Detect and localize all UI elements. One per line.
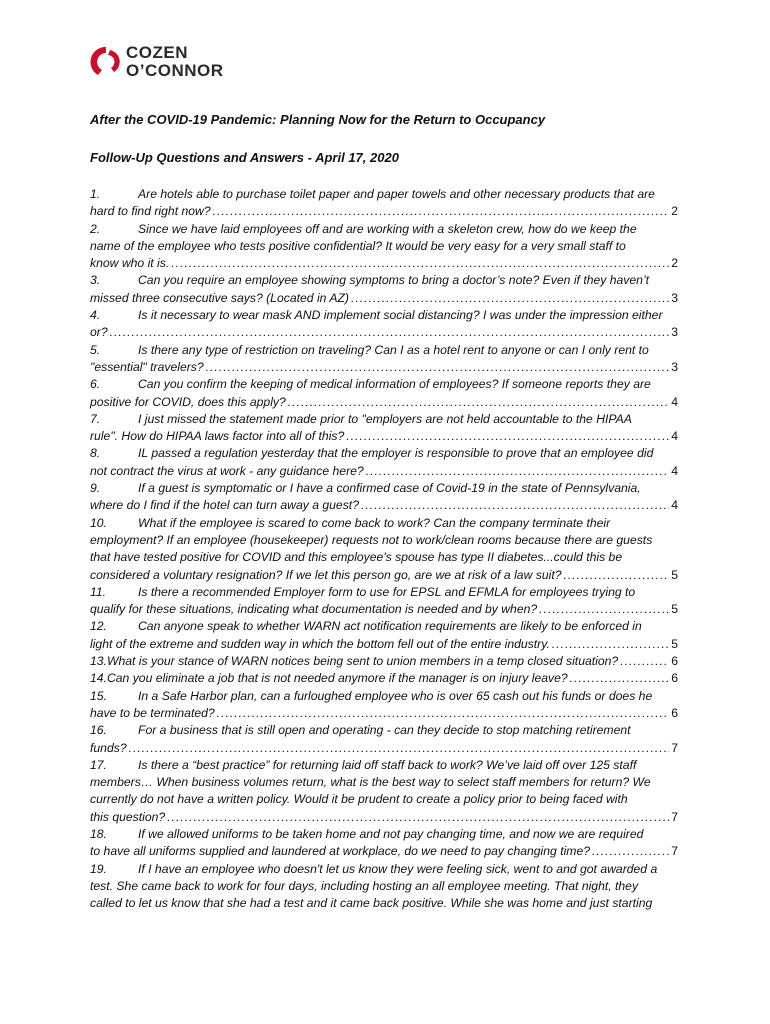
toc-page-number: 6	[671, 705, 678, 720]
logo-line-1: COZEN	[126, 43, 188, 62]
toc-page-number: 7	[671, 809, 678, 824]
toc-entry[interactable]	[90, 272, 678, 307]
toc-number: 4.	[90, 308, 101, 323]
toc-line-text: Can anyone speak to whether WARN act notification requirements are likely to be enforced in	[138, 619, 642, 634]
toc-line	[90, 463, 678, 480]
toc-leader-dots	[564, 567, 670, 584]
toc-page-number: 7	[671, 844, 678, 859]
toc-line	[90, 705, 678, 722]
logo-wordmark	[126, 44, 224, 80]
toc-leader-dots	[592, 843, 669, 860]
toc-line	[90, 515, 678, 532]
toc-entry[interactable]	[90, 861, 678, 913]
toc-leader-dots	[171, 255, 669, 272]
document-subtitle: Follow-Up Questions and Answers - April 17, 2020	[90, 150, 399, 165]
toc-number: 14.	[90, 671, 107, 686]
toc-line-text: funds?	[90, 740, 127, 755]
toc-entry[interactable]	[90, 653, 678, 670]
toc-line	[90, 480, 678, 497]
toc-line-text: If a guest is symptomatic or I have a confirmed case of Covid-19 in the state of Pennsylvania,	[138, 481, 641, 496]
toc-page-number: 6	[671, 671, 678, 686]
toc-line	[90, 740, 678, 757]
toc-entry[interactable]	[90, 584, 678, 619]
toc-line	[90, 861, 678, 878]
toc-entry[interactable]	[90, 411, 678, 446]
toc-line-text: IL passed a regulation yesterday that the employer is responsible to prove that an employee did	[138, 446, 654, 461]
toc-line-text: hard to find right now?	[90, 204, 211, 219]
toc-line-text: considered a voluntary resignation? If we let this person go, are we at risk of a law suit?	[90, 567, 562, 582]
toc-number: 5.	[90, 342, 101, 357]
toc-number: 8.	[90, 446, 101, 461]
toc-line-text: Can you confirm the keeping of medical information of employees? If someone reports they are	[138, 377, 651, 392]
toc-line-text: I just missed the statement made prior to "employers are not held accountable to the HIPAA	[138, 411, 632, 426]
toc-page-number: 7	[671, 740, 678, 755]
toc-entry[interactable]	[90, 618, 678, 653]
toc-leader-dots	[570, 670, 670, 687]
toc-line	[90, 445, 678, 462]
toc-leader-dots	[351, 290, 669, 307]
toc-line-text: For a business that is still open and operating - can they decide to stop matching retirement	[138, 723, 631, 738]
toc-line-text: positive for COVID, does this apply?	[90, 394, 286, 409]
toc-page-number: 5	[671, 567, 678, 582]
toc-line	[90, 532, 678, 549]
toc-line-text: What is your stance of WARN notices being sent to union members in a temp closed situation?	[106, 654, 619, 669]
toc-line-text: name of the employee who tests positive confidential? It would be very easy for a very small staff to	[90, 238, 626, 253]
toc-line	[90, 411, 678, 428]
toc-leader-dots	[110, 324, 670, 341]
toc-line-text: or?	[90, 325, 108, 340]
toc-line-text: where do I find if the hotel can turn away a guest?	[90, 498, 359, 513]
toc-line-text: qualify for these situations, indicating what documentation is needed and by when?	[90, 602, 538, 617]
toc-line	[90, 895, 678, 912]
toc-entry[interactable]	[90, 221, 678, 273]
toc-number: 3.	[90, 273, 101, 288]
toc-line	[90, 670, 678, 687]
toc-line-text: have to be terminated?	[90, 705, 215, 720]
toc-page-number: 4	[671, 429, 678, 444]
toc-line	[90, 688, 678, 705]
document-title: After the COVID-19 Pandemic: Planning Now for the Return to Occupancy	[90, 112, 546, 127]
toc-page-number: 4	[671, 463, 678, 478]
toc-line-text: employment? If an employee (housekeeper) requests not to work/clean rooms because there are guests	[90, 532, 653, 547]
toc-line-text: rule". How do HIPAA laws factor into all of this?	[90, 429, 345, 444]
toc-line	[90, 774, 678, 791]
toc-page-number: 2	[671, 256, 678, 271]
toc-page-number: 3	[671, 359, 678, 374]
toc-line	[90, 826, 678, 843]
toc-line-text: In a Safe Harbor plan, can a furloughed employee who is over 65 cash out his funds or does he	[138, 688, 653, 703]
toc-line-text: Can you require an employee showing symptoms to bring a doctor’s note? Even if they haven’t	[138, 273, 650, 288]
logo-mark-icon	[90, 44, 122, 82]
toc-line-text: to have all uniforms supplied and laundered at workplace, do we need to pay changing time?	[90, 844, 591, 859]
toc-entry[interactable]	[90, 376, 678, 411]
toc-line	[90, 238, 678, 255]
toc-entry[interactable]	[90, 515, 678, 584]
toc-number: 16.	[90, 723, 107, 738]
toc-number: 13.	[90, 654, 107, 669]
toc-line-text: missed three consecutive says? (Located in AZ)	[90, 290, 349, 305]
toc-page-number: 4	[671, 498, 678, 513]
toc-entry[interactable]	[90, 186, 678, 221]
table-of-contents	[90, 186, 678, 912]
toc-leader-dots	[213, 203, 670, 220]
toc-line-text: not contract the virus at work - any guidance here?	[90, 463, 364, 478]
toc-number: 11.	[90, 584, 107, 599]
toc-entry[interactable]	[90, 688, 678, 723]
toc-line	[90, 757, 678, 774]
company-logo	[90, 44, 240, 84]
toc-line-text: Is there a recommended Employer form to use for EPSL and EFMLA for employees trying to	[138, 584, 636, 599]
toc-leader-dots	[366, 463, 670, 480]
toc-line	[90, 636, 678, 653]
toc-page-number: 2	[671, 204, 678, 219]
toc-leader-dots	[129, 740, 670, 757]
toc-line	[90, 394, 678, 411]
toc-page-number: 3	[671, 290, 678, 305]
toc-line	[90, 324, 678, 341]
toc-number: 9.	[90, 481, 101, 496]
toc-leader-dots	[346, 428, 669, 445]
toc-line-text: this question?	[90, 809, 166, 824]
toc-line-text: called to let us know that she had a test and it came back positive. While she was home and just starting	[90, 896, 653, 911]
toc-line	[90, 549, 678, 566]
toc-line-text: that have tested positive for COVID and this employee's spouse has type II diabetes...could this be	[90, 550, 623, 565]
toc-line-text: Can you eliminate a job that is not needed anymore if the manager is on injury leave?	[106, 671, 568, 686]
toc-number: 12.	[90, 619, 107, 634]
toc-line-text: "essential" travelers?	[90, 359, 204, 374]
toc-line	[90, 601, 678, 618]
toc-number: 15.	[90, 688, 107, 703]
toc-leader-dots	[288, 394, 669, 411]
toc-line	[90, 342, 678, 359]
logo-line-2: O’CONNOR	[126, 61, 224, 80]
toc-line	[90, 722, 678, 739]
toc-leader-dots	[539, 601, 669, 618]
toc-line-text: Is there any type of restriction on traveling? Can I as a hotel rent to anyone or can I only rent to	[138, 342, 649, 357]
toc-line	[90, 843, 678, 860]
toc-leader-dots	[552, 636, 669, 653]
toc-leader-dots	[206, 359, 670, 376]
toc-line-text: What if the employee is scared to come back to work? Can the company terminate their	[138, 515, 611, 530]
toc-line-text: currently do not have a written policy. Would it be prudent to create a policy prior to being faced with	[90, 792, 628, 807]
toc-number: 17.	[90, 757, 107, 772]
toc-line	[90, 186, 678, 203]
toc-number: 2.	[90, 221, 101, 236]
toc-leader-dots	[361, 497, 669, 514]
toc-line-text: Since we have laid employees off and are working with a skeleton crew, how do we keep the	[138, 221, 637, 236]
toc-line-text: test. She came back to work for four days, including hosting an all employee meeting. That night, they	[90, 878, 639, 893]
toc-line-text: light of the extreme and sudden way in which the bottom fell out of the entire industry.	[90, 636, 550, 651]
toc-line	[90, 203, 678, 220]
toc-line	[90, 290, 678, 307]
toc-page-number: 6	[671, 654, 678, 669]
toc-number: 6.	[90, 377, 101, 392]
toc-line	[90, 359, 678, 376]
toc-entry[interactable]	[90, 722, 678, 757]
toc-leader-dots	[167, 809, 669, 826]
toc-entry[interactable]	[90, 307, 678, 342]
toc-page-number: 4	[671, 394, 678, 409]
toc-entry[interactable]	[90, 342, 678, 377]
toc-page-number: 3	[671, 325, 678, 340]
toc-entry[interactable]	[90, 826, 678, 861]
toc-line-text: If I have an employee who doesn't let us know they were feeling sick, went to and got awarded a	[138, 861, 658, 876]
toc-number: 18.	[90, 826, 107, 841]
toc-line	[90, 428, 678, 445]
toc-entry[interactable]	[90, 445, 678, 480]
toc-line-text: Are hotels able to purchase toilet paper and paper towels and other necessary products that are	[138, 187, 655, 201]
toc-number: 19.	[90, 861, 107, 876]
toc-entry[interactable]	[90, 670, 678, 687]
toc-page-number: 5	[671, 636, 678, 651]
toc-line	[90, 567, 678, 584]
toc-page-number: 5	[671, 602, 678, 617]
toc-line	[90, 878, 678, 895]
toc-line	[90, 497, 678, 514]
toc-line	[90, 255, 678, 272]
toc-line	[90, 584, 678, 601]
toc-number: 10.	[90, 515, 107, 530]
toc-line	[90, 809, 678, 826]
toc-leader-dots	[620, 653, 669, 670]
toc-line	[90, 791, 678, 808]
toc-line-text: Is there a “best practice” for returning laid off staff back to work? We’ve laid off over 125 staff	[138, 757, 637, 772]
toc-line	[90, 376, 678, 393]
toc-entry[interactable]	[90, 480, 678, 515]
toc-line-text: Is it necessary to wear mask AND implement social distancing? I was under the impression either	[138, 308, 663, 323]
toc-number: 7.	[90, 411, 101, 426]
toc-line-text: If we allowed uniforms to be taken home and not pay changing time, and now we are required	[138, 826, 644, 841]
toc-leader-dots	[217, 705, 670, 722]
toc-line-text: members… When business volumes return, what is the best way to select staff members for return? We	[90, 775, 651, 790]
toc-line-text: know who it is.	[90, 256, 170, 271]
toc-line	[90, 307, 678, 324]
toc-line	[90, 272, 678, 289]
toc-number: 1.	[90, 187, 101, 201]
toc-line	[90, 221, 678, 238]
toc-line	[90, 618, 678, 635]
toc-entry[interactable]	[90, 757, 678, 826]
toc-line	[90, 653, 678, 670]
